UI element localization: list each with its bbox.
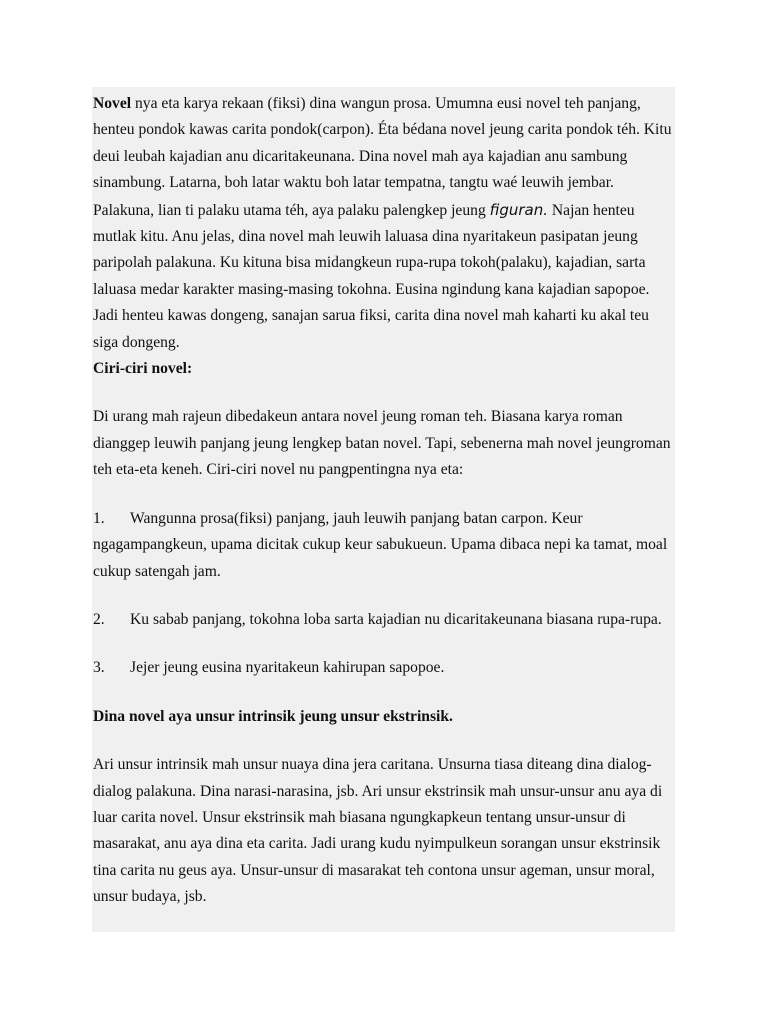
list-item-text: Wangunna prosa(fiksi) panjang, jauh leuwih panjang batan carpon. Keur ngagampangkeun, upama dicitak cukup keur sabukueun. Upama dibaca nepi ka tamat, moal cukup satengah jam.: [93, 509, 668, 580]
unsur-paragraph: Ari unsur intrinsik mah unsur nuaya dina jera caritana. Unsurna tiasa diteang dina dialog-dialog palakuna. Dina narasi-narasina, jsb. Ari unsur ekstrinsik mah unsur-unsur anu aya di luar carita novel. Unsur ekstrinsik mah biasana ngungkapkeun tentang unsur-unsur di masarakat, anu aya dina eta carita. Jadi urang kudu nyimpulkeun sorangan unsur ekstrinsik tina carita nu geus aya. Unsur-unsur di masarakat teh contona unsur ageman, unsur moral, unsur budaya, jsb.: [93, 756, 663, 906]
list-item-number: 3.: [93, 659, 105, 677]
intro-paragraph: [93, 91, 675, 356]
ciri-paragraph: Di urang mah rajeun dibedakeun antara novel jeung roman teh. Biasana karya roman dianggep leuwih panjang jeung lengkep batan novel. Tapi, sebenerna mah novel jeungroman teh eta-eta keneh. Ciri-ciri novel nu pangpentingna nya eta:: [93, 408, 671, 479]
intro-lead-term: Novel: [93, 95, 132, 112]
unsur-heading: Dina novel aya unsur intrinsik jeung unsur ekstrinsik.: [93, 707, 453, 725]
list-item-text: Jejer jeung eusina nyaritakeun kahirupan sapopoe.: [130, 659, 445, 677]
list-item: [93, 506, 675, 585]
intro-italic-word: figuran.: [489, 200, 548, 219]
spacer: [93, 682, 675, 704]
list-item-text: Ku sabab panjang, tokohna loba sarta kajadian nu dicaritakeunana biasana rupa-rupa.: [130, 610, 662, 628]
spacer: [93, 730, 675, 752]
list-item: [93, 655, 675, 681]
list-item-number: 1.: [93, 509, 105, 527]
spacer: [93, 633, 675, 655]
spacer: [93, 585, 675, 607]
list-item-number: 2.: [93, 610, 105, 628]
document-body: [93, 91, 675, 911]
spacer: [93, 382, 675, 404]
spacer: [93, 484, 675, 506]
ciri-heading: Ciri-ciri novel:: [93, 360, 193, 378]
intro-text-part-1: nya eta karya rekaan (fiksi) dina wangun prosa. Umumna eusi novel teh panjang, henteu pondok kawas carita pondok(carpon). Éta bédana novel jeung carita pondok téh. Kitu deui leubah kajadian anu dicaritakeunana. Dina novel mah aya kajadian anu sambung sinambung. Latarna, boh latar waktu boh latar tempatna, tangtu waé leuwih jembar. Palakuna, lian ti palaku utama téh, aya palaku palengkep jeung: [93, 95, 672, 219]
list-item: [93, 607, 675, 633]
intro-text-part-2: Najan henteu mutlak kitu. Anu jelas, dina novel mah leuwih laluasa dina nyaritakeun pasipatan jeung paripolah palakuna. Ku kituna bisa midangkeun rupa-rupa tokoh(palaku), kajadian, sarta laluasa medar karakter masing-masing tokohna. Eusina ngindung kana kajadian sapopoe. Jadi henteu kawas dongeng, sanajan sarua fiksi, carita dina novel mah kaharti ku akal teu siga dongeng.: [93, 201, 650, 351]
